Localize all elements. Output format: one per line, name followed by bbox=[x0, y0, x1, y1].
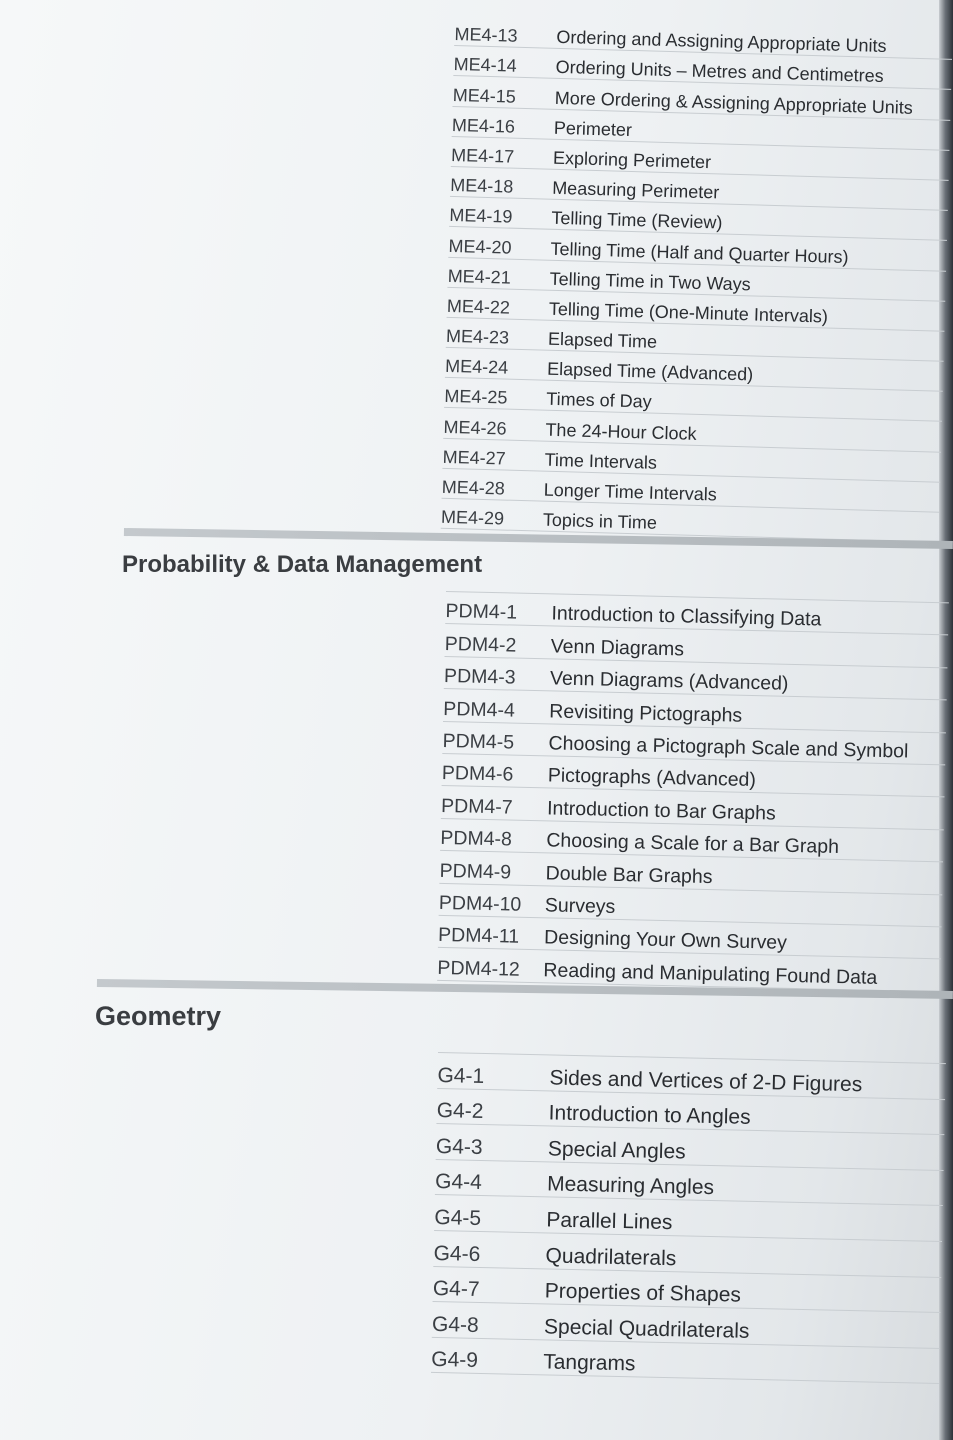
lesson-code: ME4-14 bbox=[453, 54, 517, 77]
lesson-code: PDM4-5 bbox=[442, 729, 515, 754]
lesson-title: Venn Diagrams (Advanced) bbox=[549, 667, 789, 695]
lesson-code: ME4-15 bbox=[452, 84, 517, 107]
lesson-title: Telling Time (One-Minute Intervals) bbox=[548, 298, 829, 327]
lesson-title: Topics in Time bbox=[542, 509, 658, 534]
lesson-code: PDM4-11 bbox=[437, 924, 520, 949]
lesson-code: G4-7 bbox=[432, 1277, 480, 1302]
lesson-code: ME4-21 bbox=[447, 265, 512, 288]
lesson-title: Choosing a Pictograph Scale and Symbol bbox=[548, 732, 909, 763]
lesson-code: ME4-18 bbox=[449, 175, 514, 197]
lesson-title: Ordering Units – Metres and Centimetres bbox=[555, 57, 884, 87]
lesson-code: PDM4-7 bbox=[440, 794, 513, 819]
lesson-code: G4-5 bbox=[434, 1205, 482, 1230]
lesson-title: Telling Time (Review) bbox=[551, 208, 723, 233]
lesson-code: G4-6 bbox=[433, 1241, 481, 1266]
lesson-title: More Ordering & Assigning Appropriate Units bbox=[554, 87, 914, 118]
lesson-code: PDM4-9 bbox=[439, 859, 512, 884]
lesson-code: ME4-16 bbox=[451, 114, 516, 137]
lesson-title: Measuring Perimeter bbox=[551, 177, 720, 203]
geometry-topic-list bbox=[431, 1052, 946, 1384]
lesson-title: Revisiting Pictographs bbox=[549, 699, 743, 727]
measurement-topic-list bbox=[441, 16, 953, 543]
lesson-title: Telling Time (Half and Quarter Hours) bbox=[550, 238, 849, 267]
lesson-code: ME4-17 bbox=[450, 144, 515, 167]
lesson-code: G4-3 bbox=[435, 1134, 483, 1159]
lesson-code: PDM4-10 bbox=[438, 891, 522, 916]
section-heading-geometry: Geometry bbox=[95, 1001, 222, 1031]
lesson-title: Telling Time in Two Ways bbox=[549, 268, 751, 295]
lesson-title: Pictographs (Advanced) bbox=[547, 764, 757, 792]
lesson-title: Choosing a Scale for a Bar Graph bbox=[546, 829, 840, 859]
lesson-title: Times of Day bbox=[546, 389, 652, 413]
lesson-title: Reading and Manipulating Found Data bbox=[543, 958, 878, 989]
lesson-title: Introduction to Angles bbox=[548, 1101, 751, 1130]
lesson-code: G4-4 bbox=[434, 1170, 483, 1195]
lesson-title: Measuring Angles bbox=[546, 1172, 715, 1200]
lesson-title: Designing Your Own Survey bbox=[543, 926, 788, 955]
lesson-title: Tangrams bbox=[543, 1350, 636, 1376]
lesson-code: PDM4-1 bbox=[445, 600, 518, 625]
lesson-code: ME4-13 bbox=[454, 24, 518, 46]
lesson-title: Quadrilaterals bbox=[545, 1243, 677, 1270]
lesson-title: Double Bar Graphs bbox=[545, 861, 713, 888]
lesson-code: ME4-29 bbox=[440, 506, 505, 529]
lesson-code: G4-1 bbox=[437, 1063, 485, 1088]
lesson-title: Introduction to Classifying Data bbox=[551, 602, 822, 631]
lesson-title: The 24-Hour Clock bbox=[545, 419, 697, 444]
lesson-code: ME4-26 bbox=[443, 416, 507, 439]
probability-topic-list bbox=[437, 591, 949, 992]
lesson-title: Parallel Lines bbox=[546, 1208, 673, 1235]
lesson-code: PDM4-4 bbox=[443, 697, 516, 722]
lesson-title: Special Quadrilaterals bbox=[543, 1315, 750, 1343]
lesson-title: Introduction to Bar Graphs bbox=[546, 797, 777, 825]
lesson-code: ME4-27 bbox=[442, 446, 506, 469]
lesson-code: ME4-28 bbox=[441, 476, 506, 499]
lesson-title: Elapsed Time (Advanced) bbox=[546, 358, 754, 385]
lesson-title: Longer Time Intervals bbox=[543, 479, 718, 505]
lesson-title: Venn Diagrams bbox=[550, 635, 685, 661]
lesson-code: PDM4-2 bbox=[444, 632, 517, 657]
lesson-code: G4-9 bbox=[431, 1348, 479, 1373]
lesson-code: G4-8 bbox=[431, 1312, 479, 1337]
lesson-title: Time Intervals bbox=[544, 449, 658, 473]
lesson-title: Special Angles bbox=[547, 1137, 686, 1164]
lesson-title: Surveys bbox=[544, 894, 616, 918]
lesson-code: ME4-22 bbox=[446, 295, 511, 318]
section-heading-probability: Probability & Data Management bbox=[122, 551, 483, 578]
lesson-code: PDM4-8 bbox=[440, 827, 513, 851]
lesson-title: Exploring Perimeter bbox=[552, 147, 712, 173]
lesson-title: Ordering and Assigning Appropriate Units bbox=[556, 27, 887, 57]
lesson-code: PDM4-3 bbox=[443, 665, 516, 689]
lesson-code: ME4-23 bbox=[445, 325, 510, 348]
lesson-code: G4-2 bbox=[436, 1099, 484, 1124]
lesson-title: Elapsed Time bbox=[547, 328, 658, 352]
lesson-code: PDM4-6 bbox=[441, 762, 514, 786]
lesson-title: Sides and Vertices of 2-D Figures bbox=[549, 1066, 863, 1096]
lesson-code: ME4-24 bbox=[444, 356, 509, 378]
lesson-title: Perimeter bbox=[553, 117, 633, 140]
lesson-title: Properties of Shapes bbox=[544, 1279, 742, 1307]
lesson-code: ME4-19 bbox=[449, 205, 513, 227]
lesson-code: ME4-25 bbox=[444, 386, 508, 409]
lesson-code: ME4-20 bbox=[448, 235, 512, 258]
lesson-code: PDM4-12 bbox=[437, 956, 521, 981]
